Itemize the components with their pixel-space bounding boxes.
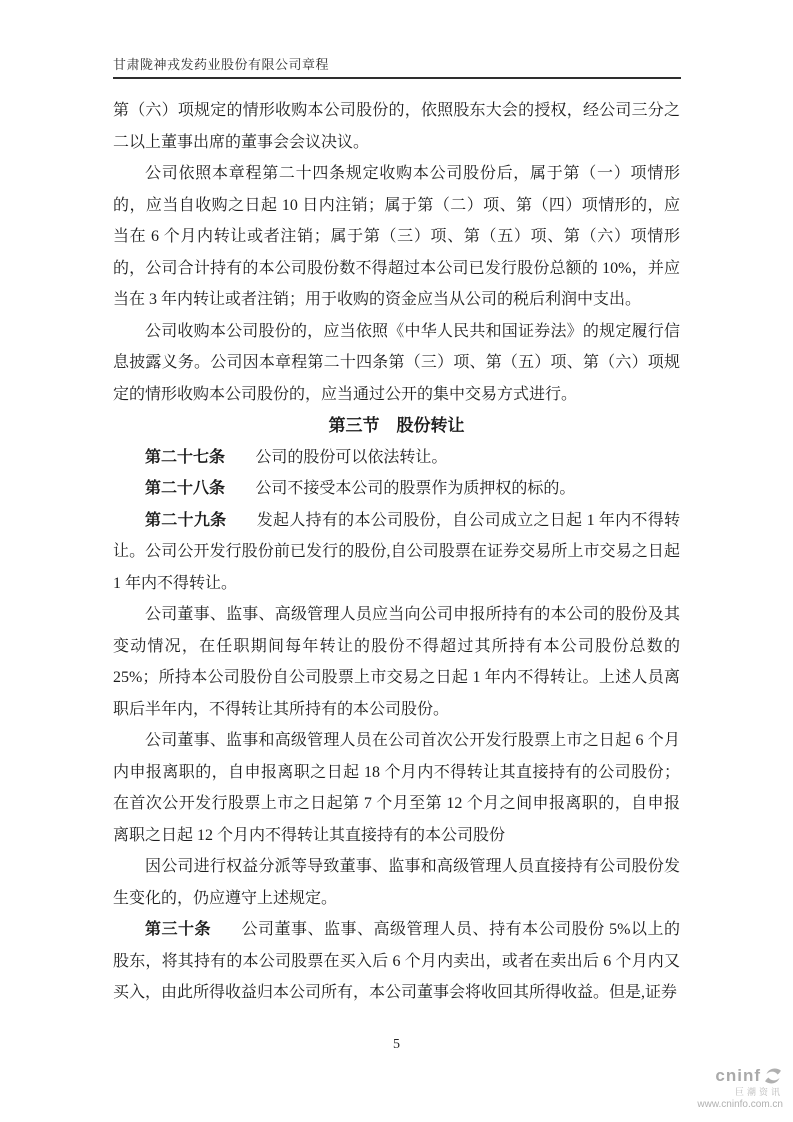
article-29-text: 发起人持有的本公司股份，自公司成立之日起 1 年内不得转让。公司公开发行股份前已发行的股份,自公司股票在证券交易所上市交易之日起 1 年内不得转让。: [113, 511, 680, 592]
article-27-text: 公司的股份可以依法转让。: [255, 448, 448, 466]
document-title: 甘肃陇神戎发药业股份有限公司章程: [113, 57, 330, 72]
paragraph: 因公司进行权益分派等导致董事、监事和高级管理人员直接持有公司股份发生变化的，仍应遵守上述规定。: [113, 858, 680, 907]
watermark-company-name: 巨潮资讯: [734, 1087, 783, 1098]
article-27: [113, 442, 680, 474]
cninfo-watermark: [697, 1066, 783, 1110]
paragraph-continuation: 第（六）项规定的情形收购本公司股份的，依照股东大会的授权，经公司三分之二以上董事出席的董事会会议决议。: [113, 102, 680, 151]
article-30-text: 公司董事、监事、高级管理人员、持有本公司股份 5%以上的股东，将其持有的本公司股票在买入后 6 个月内卖出，或者在卖出后 6 个月内又买入，由此所得收益归本公司所有，本公司董事会将收回其所得收益。但是,证券: [113, 921, 680, 1001]
paragraph: 公司收购本公司股份的，应当依照《中华人民共和国证券法》的规定履行信息披露义务。公司因本章程第二十四条第（三）项、第（五）项、第（六）项规定的情形收购本公司股份的，应当通过公开的集中交易方式进行。: [113, 322, 680, 403]
article-30-number: 第三十条: [145, 921, 212, 938]
header-rule: [113, 77, 681, 79]
article-28-text: 公司不接受本公司的股票作为质押权的标的。: [255, 480, 576, 497]
paragraph: 公司董事、监事和高级管理人员在公司首次公开发行股票上市之日起 6 个月内申报离职的，自申报离职之日起 18 个月内不得转让其直接持有的公司股份；在首次公开发行股票上市之日起第 7 个月至第 12 个月之间申报离职的，自申报离职之日起 12 个月内不得转让其直接持有的本公司股份: [113, 732, 680, 844]
article-29-number: 第二十九条: [145, 511, 227, 529]
article-28-number: 第二十八条: [145, 480, 226, 497]
paragraph: 公司董事、监事、高级管理人员应当向公司申报所持有的本公司的股份及其变动情况，在任职期间每年转让的股份不得超过其所持有本公司股份总数的25%；所持本公司股份自公司股票上市交易之日起 1 年内不得转让。上述人员离职后半年内，不得转让其所持有的本公司股份。: [113, 606, 680, 718]
watermark-url: www.cninfo.com.cn: [697, 1098, 783, 1110]
section-heading: 第三节 股份转让: [328, 416, 465, 435]
article-28: [113, 473, 680, 505]
page-number: 5: [393, 1037, 400, 1052]
article-30: [113, 914, 680, 1009]
running-header: [113, 54, 681, 79]
cninfo-swirl-icon: [763, 1066, 783, 1086]
article-27-number: 第二十七条: [145, 448, 226, 466]
watermark-brand-text: cninf: [715, 1066, 761, 1086]
document-body: [113, 95, 680, 1009]
watermark-brand-row: [697, 1066, 783, 1086]
paragraph: 公司依照本章程第二十四条规定收购本公司股份后，属于第（一）项情形的，应当自收购之日起 10 日内注销；属于第（二）项、第（四）项情形的，应当在 6 个月内转让或者注销；属于第（三）项、第（五）项、第（六）项情形的，公司合计持有的本公司股份数不得超过本公司已发行股份总额的 10%，并应当在 3 年内转让或者注销；用于收购的资金应当从公司的税后利润中支出。: [113, 165, 680, 308]
article-29: [113, 505, 680, 600]
